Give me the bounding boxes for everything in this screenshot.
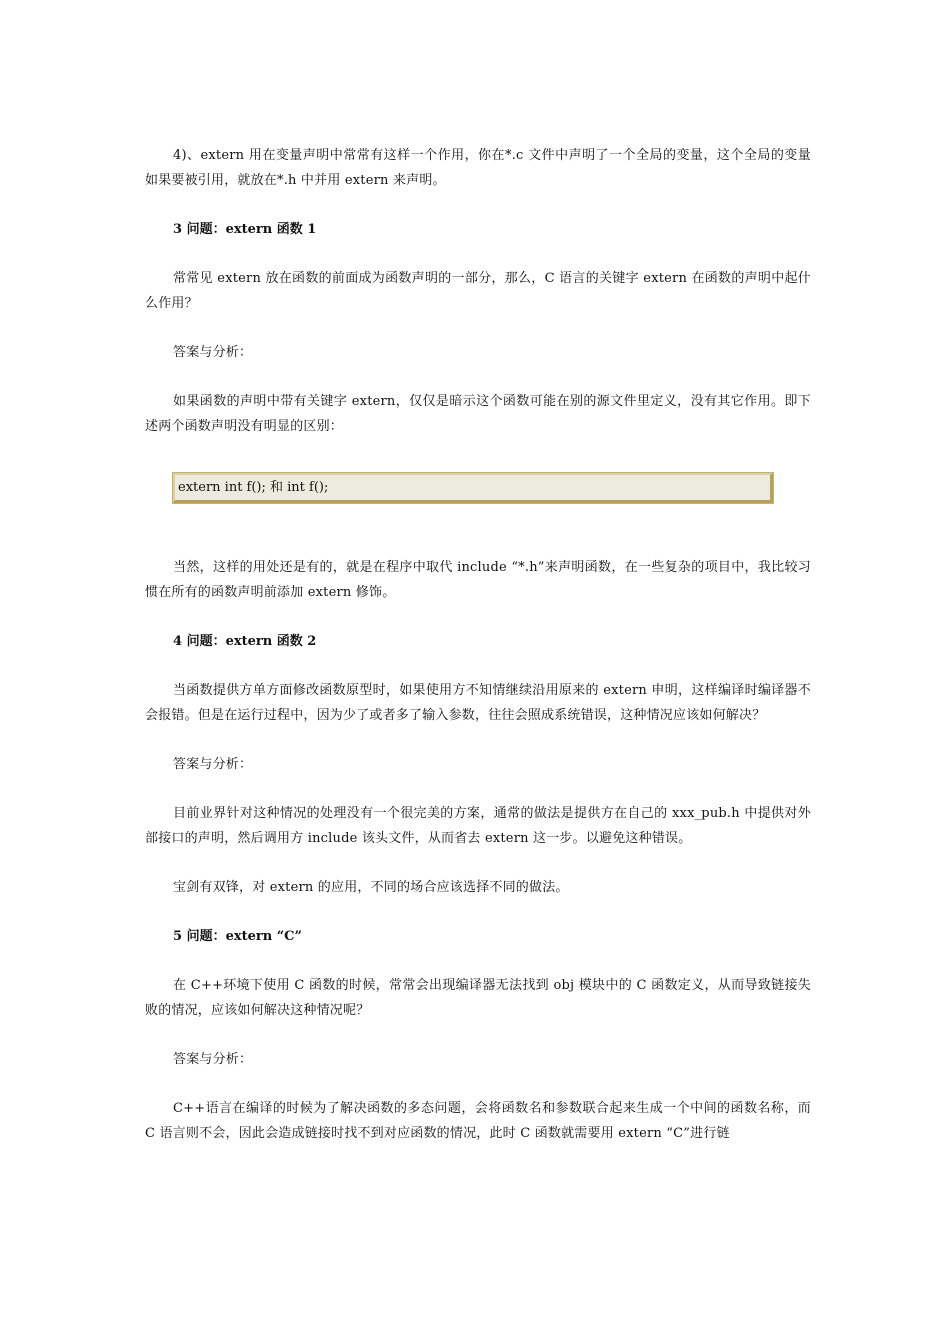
paragraph-answer-5: C++语言在编译的时候为了解决函数的多态问题，会将函数名和参数联合起来生成一个中间的函数名称，而 C 语言则不会，因此会造成链接时找不到对应函数的情况，此时 C 函数就需要用 extern “C”进行链: [145, 1101, 811, 1141]
code-snippet-box: extern int f(); 和 int f();: [173, 473, 773, 503]
heading-question-4: 4 问题：extern 函数 2: [173, 634, 317, 649]
paragraph-include-usage: 当然，这样的用处还是有的，就是在程序中取代 include “*.h”来声明函数，在一些复杂的项目中，我比较习惯在所有的函数声明前添加 extern 修饰。: [145, 560, 811, 600]
paragraph-extern-variable: 4)、extern 用在变量声明中常常有这样一个作用，你在*.c 文件中声明了一个全局的变量，这个全局的变量如果要被引用，就放在*.h 中并用 extern 来声明。: [145, 148, 811, 188]
paragraph-question-3: 常常见 extern 放在函数的前面成为函数声明的一部分，那么，C 语言的关键字 extern 在函数的声明中起什么作用？: [145, 271, 811, 311]
paragraph-answer-3: 如果函数的声明中带有关键字 extern，仅仅是暗示这个函数可能在别的源文件里定义，没有其它作用。即下述两个函数声明没有明显的区别：: [145, 394, 811, 434]
paragraph-question-4: 当函数提供方单方面修改函数原型时，如果使用方不知情继续沿用原来的 extern 申明，这样编译时编译器不会报错。但是在运行过程中，因为少了或者多了输入参数，往往会照成系统错误，这种情况应该如何解决？: [145, 683, 811, 723]
paragraph-question-5: 在 C++环境下使用 C 函数的时候，常常会出现编译器无法找到 obj 模块中的 C 函数定义，从而导致链接失败的情况，应该如何解决这种情况呢？: [145, 978, 811, 1018]
paragraph-answer-label-4: 答案与分析：: [173, 757, 253, 772]
paragraph-answer-label-5: 答案与分析：: [173, 1052, 253, 1067]
document-body: [145, 143, 811, 1146]
heading-question-5: 5 问题：extern “C”: [173, 929, 302, 944]
spacer: [145, 503, 811, 555]
paragraph-double-edged: 宝剑有双锋，对 extern 的应用，不同的场合应该选择不同的做法。: [173, 880, 569, 895]
paragraph-answer-4: 目前业界针对这种情况的处理没有一个很完美的方案，通常的做法是提供方在自己的 xxx_pub.h 中提供对外部接口的声明，然后调用方 include 该头文件，从而省去 extern 这一步。以避免这种错误。: [145, 806, 811, 846]
heading-question-3: 3 问题：extern 函数 1: [173, 222, 317, 237]
paragraph-answer-label-3: 答案与分析：: [173, 345, 253, 360]
